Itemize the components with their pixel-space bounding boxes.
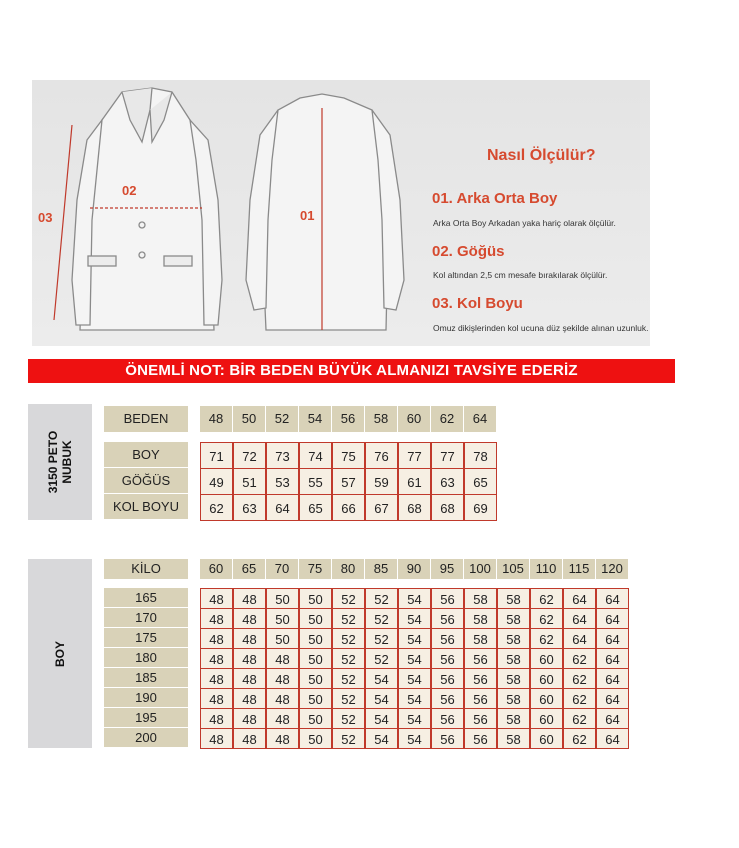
fit-table-cell: 56 xyxy=(431,668,464,689)
fit-table-cell: 48 xyxy=(200,628,233,649)
fit-table-cell: 64 xyxy=(563,628,596,649)
size-row-label: KOL BOYU xyxy=(104,494,188,519)
fit-table-cell: 54 xyxy=(398,648,431,669)
fit-table-cell: 52 xyxy=(332,688,365,709)
fit-table-cell: 56 xyxy=(464,668,497,689)
height-row-label: 180 xyxy=(104,648,188,667)
fit-table-cell: 56 xyxy=(464,728,497,749)
weight-header-cell: 115 xyxy=(563,559,595,579)
height-row-label: 175 xyxy=(104,628,188,647)
fit-table-cell: 56 xyxy=(431,708,464,729)
fit-table-cell: 56 xyxy=(431,648,464,669)
fit-table-cell: 48 xyxy=(200,728,233,749)
weight-header-cell: 95 xyxy=(431,559,463,579)
weight-header-cell: 65 xyxy=(233,559,265,579)
step-chest-title: 02. Göğüs xyxy=(432,243,505,260)
fit-table-cell: 64 xyxy=(596,608,629,629)
fit-table-cell: 50 xyxy=(299,588,332,609)
recommendation-note: ÖNEMLİ NOT: BİR BEDEN BÜYÜK ALMANIZI TAVSİYE EDERİZ xyxy=(28,359,675,383)
fit-table-cell: 48 xyxy=(233,588,266,609)
size-table-cell: 73 xyxy=(266,442,299,469)
fit-table-cell: 52 xyxy=(332,668,365,689)
size-table-cell: 72 xyxy=(233,442,266,469)
fit-table-cell: 48 xyxy=(266,728,299,749)
product-material-label: NUBUK xyxy=(60,440,74,484)
fit-table-cell: 56 xyxy=(431,728,464,749)
size-table-cell: 63 xyxy=(233,494,266,521)
fit-table-cell: 50 xyxy=(299,688,332,709)
fit-table-cell: 48 xyxy=(200,688,233,709)
fit-table-cell: 48 xyxy=(233,628,266,649)
size-table-cell: 69 xyxy=(464,494,497,521)
fit-table-cell: 48 xyxy=(233,648,266,669)
fit-table-cell: 52 xyxy=(332,708,365,729)
step-sleeve-desc: Omuz dikişlerinden kol ucuna düz şekilde alınan uzunluk. xyxy=(433,323,649,333)
size-table-cell: 78 xyxy=(464,442,497,469)
product-side-label xyxy=(28,404,92,520)
fit-table-cell: 48 xyxy=(266,648,299,669)
fit-table-cell: 48 xyxy=(200,648,233,669)
weight-header-cell: 105 xyxy=(497,559,529,579)
fit-table-cell: 48 xyxy=(266,688,299,709)
fit-table-cell: 64 xyxy=(596,668,629,689)
fit-table-cell: 58 xyxy=(464,608,497,629)
fit-table-cell: 56 xyxy=(464,688,497,709)
fit-table-cell: 50 xyxy=(299,608,332,629)
weight-header-cell: 90 xyxy=(398,559,430,579)
fit-table-cell: 62 xyxy=(530,588,563,609)
fit-table-cell: 54 xyxy=(398,608,431,629)
fit-table-cell: 64 xyxy=(596,688,629,709)
step-back-length-title: 01. Arka Orta Boy xyxy=(432,190,558,207)
fit-table-cell: 58 xyxy=(464,588,497,609)
fit-table-cell: 58 xyxy=(497,628,530,649)
size-header-cell: 52 xyxy=(266,406,298,432)
size-header-cell: 54 xyxy=(299,406,331,432)
size-table-cell: 63 xyxy=(431,468,464,495)
fit-table-cell: 54 xyxy=(398,588,431,609)
fit-table-cell: 50 xyxy=(299,708,332,729)
fit-table-cell: 50 xyxy=(299,628,332,649)
size-table-cell: 74 xyxy=(299,442,332,469)
fit-table-cell: 50 xyxy=(266,608,299,629)
fit-table-cell: 64 xyxy=(596,708,629,729)
fit-table-cell: 54 xyxy=(398,668,431,689)
height-side-label xyxy=(28,559,92,748)
fit-table-cell: 64 xyxy=(596,648,629,669)
height-row-label: 170 xyxy=(104,608,188,627)
fit-table-cell: 64 xyxy=(563,588,596,609)
fit-table-cell: 64 xyxy=(596,588,629,609)
fit-table-cell: 56 xyxy=(431,688,464,709)
fit-table-cell: 58 xyxy=(497,708,530,729)
height-row-label: 200 xyxy=(104,728,188,747)
fit-table-cell: 62 xyxy=(563,728,596,749)
fit-table-cell: 62 xyxy=(563,648,596,669)
fit-table-cell: 48 xyxy=(200,608,233,629)
fit-table-cell: 58 xyxy=(497,648,530,669)
step-sleeve-title: 03. Kol Boyu xyxy=(432,295,523,312)
size-table-cell: 65 xyxy=(299,494,332,521)
size-header-cell: 48 xyxy=(200,406,232,432)
fit-table-cell: 64 xyxy=(596,728,629,749)
fit-table-cell: 62 xyxy=(563,668,596,689)
weight-header-cell: 75 xyxy=(299,559,331,579)
size-table-cell: 59 xyxy=(365,468,398,495)
fit-table-cell: 48 xyxy=(233,608,266,629)
fit-table-cell: 56 xyxy=(431,628,464,649)
size-header-cell: 62 xyxy=(431,406,463,432)
fit-table-cell: 52 xyxy=(365,628,398,649)
weight-header-cell: 120 xyxy=(596,559,628,579)
fit-table-cell: 50 xyxy=(266,588,299,609)
fit-table-cell: 52 xyxy=(332,608,365,629)
fit-table-cell: 60 xyxy=(530,708,563,729)
fit-table-cell: 60 xyxy=(530,728,563,749)
weight-header-cell: 80 xyxy=(332,559,364,579)
height-axis-label: BOY xyxy=(53,640,67,667)
size-table-cell: 49 xyxy=(200,468,233,495)
fit-table-cell: 62 xyxy=(530,628,563,649)
size-row-label: BOY xyxy=(104,442,188,467)
fit-table-cell: 52 xyxy=(332,628,365,649)
size-table-cell: 67 xyxy=(365,494,398,521)
fit-table-cell: 64 xyxy=(596,628,629,649)
fit-table-cell: 48 xyxy=(233,668,266,689)
fit-table-cell: 50 xyxy=(266,628,299,649)
fit-table-cell: 60 xyxy=(530,668,563,689)
height-row-label: 190 xyxy=(104,688,188,707)
size-table-cell: 77 xyxy=(398,442,431,469)
fit-table-cell: 58 xyxy=(497,668,530,689)
step-chest-desc: Kol altından 2,5 cm mesafe bırakılarak ölçülür. xyxy=(433,270,608,280)
fit-table-cell: 54 xyxy=(365,708,398,729)
fit-table-cell: 48 xyxy=(233,708,266,729)
size-table-cell: 68 xyxy=(398,494,431,521)
fit-table-cell: 62 xyxy=(563,708,596,729)
jacket-illustration xyxy=(32,80,650,346)
size-table-cell: 62 xyxy=(200,494,233,521)
fit-table-cell: 56 xyxy=(431,608,464,629)
fit-table-cell: 54 xyxy=(398,728,431,749)
fit-table-cell: 48 xyxy=(266,668,299,689)
fit-table-cell: 52 xyxy=(332,648,365,669)
weight-header-cell: 110 xyxy=(530,559,562,579)
sleeve-number-label: 03 xyxy=(38,210,53,225)
fit-table-cell: 56 xyxy=(464,648,497,669)
fit-table-cell: 50 xyxy=(299,668,332,689)
chest-number-label: 02 xyxy=(122,183,137,198)
size-table-cell: 65 xyxy=(464,468,497,495)
fit-table-cell: 62 xyxy=(563,688,596,709)
weight-header-cell: 60 xyxy=(200,559,232,579)
fit-table-cell: 64 xyxy=(563,608,596,629)
fit-table-cell: 54 xyxy=(365,668,398,689)
size-table-cell: 77 xyxy=(431,442,464,469)
fit-table-cell: 48 xyxy=(200,668,233,689)
size-table-cell: 61 xyxy=(398,468,431,495)
fit-table-cell: 58 xyxy=(497,588,530,609)
weight-header-cell: 70 xyxy=(266,559,298,579)
size-header-cell: 60 xyxy=(398,406,430,432)
fit-table-cell: 54 xyxy=(365,728,398,749)
fit-table-cell: 52 xyxy=(365,608,398,629)
fit-table-cell: 60 xyxy=(530,648,563,669)
fit-table-cell: 52 xyxy=(365,588,398,609)
fit-table-cell: 58 xyxy=(464,628,497,649)
fit-table-cell: 54 xyxy=(365,688,398,709)
size-header-cell: 50 xyxy=(233,406,265,432)
fit-table-cell: 50 xyxy=(299,648,332,669)
size-table-cell: 64 xyxy=(266,494,299,521)
fit-table-cell: 52 xyxy=(332,588,365,609)
fit-table-cell: 48 xyxy=(200,708,233,729)
size-row-label: GÖĞÜS xyxy=(104,468,188,493)
product-code-label: 3150 PETO xyxy=(46,430,60,494)
fit-table-cell: 58 xyxy=(497,728,530,749)
size-table-cell: 53 xyxy=(266,468,299,495)
fit-table-cell: 54 xyxy=(398,628,431,649)
size-table-cell: 55 xyxy=(299,468,332,495)
fit-table-cell: 56 xyxy=(464,708,497,729)
guide-title: Nasıl Ölçülür? xyxy=(487,147,596,164)
fit-table-cell: 56 xyxy=(431,588,464,609)
fit-table-cell: 48 xyxy=(200,588,233,609)
fit-table-cell: 54 xyxy=(398,688,431,709)
height-row-label: 185 xyxy=(104,668,188,687)
size-header-cell: 58 xyxy=(365,406,397,432)
fit-table-cell: 48 xyxy=(233,688,266,709)
step-back-length-desc: Arka Orta Boy Arkadan yaka hariç olarak ölçülür. xyxy=(433,218,616,228)
weight-header-cell: 85 xyxy=(365,559,397,579)
fit-table-cell: 52 xyxy=(332,728,365,749)
size-header-cell: 64 xyxy=(464,406,496,432)
size-table-cell: 71 xyxy=(200,442,233,469)
size-table-cell: 66 xyxy=(332,494,365,521)
fit-table-cell: 48 xyxy=(233,728,266,749)
measurement-guide-panel xyxy=(32,80,650,346)
fit-table-cell: 58 xyxy=(497,688,530,709)
height-row-label: 165 xyxy=(104,588,188,607)
size-table-cell: 68 xyxy=(431,494,464,521)
fit-table-cell: 58 xyxy=(497,608,530,629)
fit-table-cell: 48 xyxy=(266,708,299,729)
size-header-label: BEDEN xyxy=(104,406,188,432)
fit-table-cell: 62 xyxy=(530,608,563,629)
size-header-cell: 56 xyxy=(332,406,364,432)
weight-header-cell: 100 xyxy=(464,559,496,579)
height-row-label: 195 xyxy=(104,708,188,727)
fit-table-cell: 50 xyxy=(299,728,332,749)
size-table-cell: 51 xyxy=(233,468,266,495)
size-table-cell: 76 xyxy=(365,442,398,469)
fit-table-cell: 60 xyxy=(530,688,563,709)
weight-header-label: KİLO xyxy=(104,559,188,579)
back-length-number-label: 01 xyxy=(300,208,315,223)
fit-table-cell: 54 xyxy=(398,708,431,729)
size-table-cell: 57 xyxy=(332,468,365,495)
fit-table-cell: 52 xyxy=(365,648,398,669)
size-table-cell: 75 xyxy=(332,442,365,469)
